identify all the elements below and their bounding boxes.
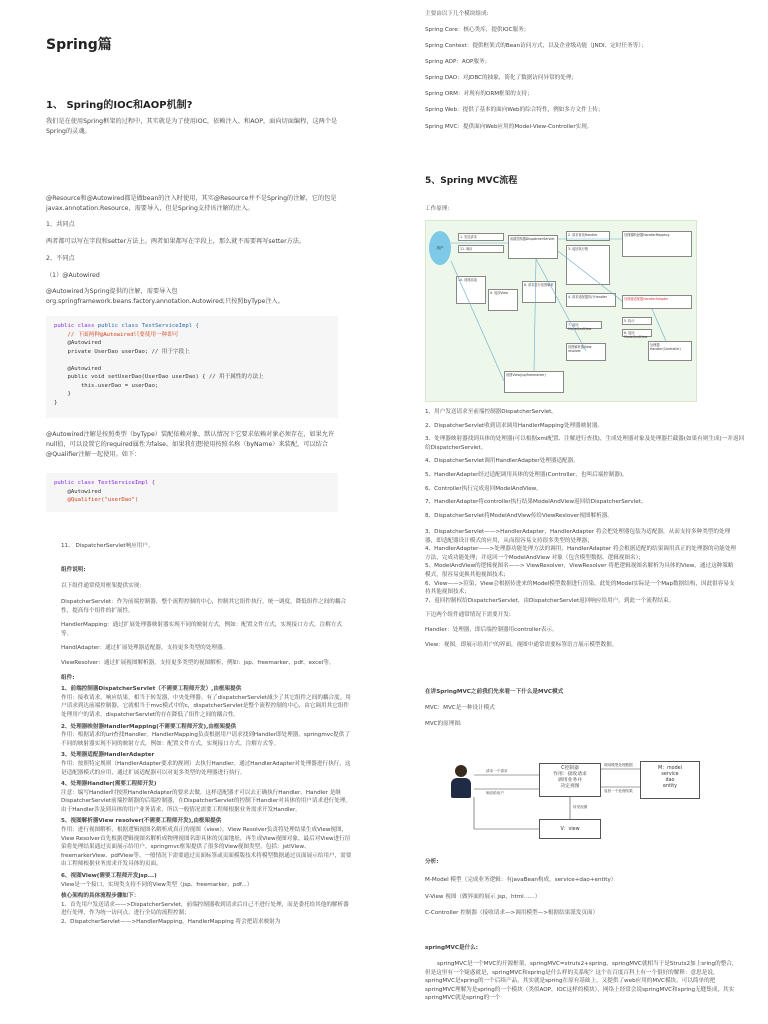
view-box: 视图View(jsp/freemarker): [504, 371, 564, 393]
flow-para: 4、HandlerAdapter——>处理器功能处理方法的调用，HandlerAdapter 将会根据适配的结果调用真正的处理器的功能处理方法，完成功能处理；并返回一个ModelAndView 对象（包含模型数据、逻辑视图名）；: [425, 546, 737, 561]
section-1-para: 我们是在使用Spring框架的过程中，其实就是为了使用IOC，依赖注入，和AOP，面向切面编程，这两个是Spring的灵魂。: [46, 118, 338, 135]
dev-item: Handler：处理器，即后端控制器用controller表示。: [425, 626, 558, 633]
page-3: [0, 512, 384, 1024]
diff-heading: 2、不同点: [46, 255, 75, 262]
flow-step-label: 1. 发送请求: [458, 233, 504, 241]
step-11: 11、 DispatcherServlet响应用户。: [61, 543, 154, 549]
module-item: Spring MVC：提供面向Web应用的Model-View-Controller实现。: [425, 123, 593, 130]
code1-line-6: public void setUserDao(UserDao userDao) { // 用于属性的方法上: [54, 374, 264, 380]
analysis-item: C-Controller 控制器（接收请求—>调用模型—>根据结果派发页面）: [425, 910, 599, 917]
core-heading: 核心架构的具体流程步骤如下：: [61, 893, 140, 900]
flow-step-label: 4. 请求适配器执行Handler: [566, 293, 616, 307]
flow-step-label: 10. 视图渲染: [456, 276, 486, 304]
page-4: [384, 512, 768, 1024]
item-heading: 2、处理器映射器HandlerMapping(不需要工程师开发),由框架提供: [61, 723, 237, 730]
page-2: [384, 0, 768, 519]
step-item: 4、DispatcherServlet调用HandlerAdapter处理器适配器。: [425, 458, 579, 465]
mvc-arrows: [444, 737, 704, 842]
item-heading: 1、前端控制器DispatcherServlet（不需要工程师开发）,由框架提供: [61, 686, 242, 693]
flow-step-label: 6. 返回ModelAndView: [622, 329, 652, 337]
code1-line-2: @Autowired: [54, 340, 102, 346]
analysis-list: [425, 876, 739, 918]
section-5-heading: 5、Spring MVC流程: [425, 176, 518, 186]
component-para: DispatcherServlet：作为前端控制器，整个流程控制的中心，控制其它组件执行，统一调度，降低组件之间的耦合性，提高每个组件的扩展性。: [61, 599, 347, 614]
flow-arrows: [426, 221, 696, 401]
components-heading-2: 组件:: [61, 674, 75, 681]
mvc-flow-diagram: [425, 220, 697, 402]
code1-line-5: @Autowired: [54, 365, 102, 372]
analysis-item: M-Model 模型（完成业务逻辑：有javaBean构成，service+dao+entity）: [425, 877, 617, 883]
mvc-label: 返回一个处理结果: [604, 789, 633, 793]
item-text: 作用：按照特定规则（HandlerAdapter要求的规则）去执行Handler。通过HandlerAdapter对处理器进行执行，这是适配器模式的应用，通过扩展适配器可以对更多类型的处理器进行执行。: [61, 760, 351, 776]
mvc-label: 响应给用户: [486, 791, 504, 795]
dev-item: View：视图，即展示给用户的界面，视图中通常需要标签语言展示模型数据。: [425, 641, 618, 648]
view-resolver-box: 视图解析器View resolver: [566, 343, 606, 361]
step-item: 6、Controller执行完成返回ModelAndView。: [425, 485, 542, 492]
flow-para: 6、View——>渲染，View会根据传进来的Model模型数据进行渲染，此处的Model实际是一个Map数据结构，因此很容易支持其他视图技术；: [425, 580, 735, 596]
item-heading: 6、视图View(需要工程师开发jsp...): [61, 873, 157, 880]
page-title: Spring篇: [46, 37, 112, 53]
flow-para: 3、DispatcherServlet——>HandlerAdapter，HandlerAdapter 将会把处理器包装为适配器，从而支持多种类型的处理器，即适配器设计模式的应用，从而很容易支持很多类型的处理器；: [425, 529, 731, 544]
mvc-label: 请求一个请求: [486, 769, 508, 773]
code2-line-1: @Autowired: [54, 488, 102, 495]
step-item: 3、处理器映射器找到具体的处理器(可以根据xml配置、注解进行查找)，生成处理器对象及处理器拦截器(如果有则生成)一并返回给DispatcherServlet。: [425, 436, 745, 451]
module-item: Spring Context：提供框架式的Bean访问方式，以及企业级功能（JNDI、定时任务等）；: [425, 43, 647, 50]
flow-label: 工作原理:: [425, 206, 450, 212]
flow-step-label: 8. 请求进行视图解析: [522, 281, 556, 303]
resource-para: @Resource和@Autowired都是做bean的注入时使用，其实@Resource并不是Spring的注解，它的包是javax.annotation.Resource，需要导入，但是Spring支持该注解的注入。: [46, 195, 337, 212]
flow-para: 5、ModelAndView的逻辑视图名——> ViewResolver，ViewResolver 将把逻辑视图名解析为具体的View，通过这种策略模式，很容易更换其他视图技术；: [425, 563, 734, 578]
code-block-1: public class public class TestServiceImpl { // 下面两种@Autowired只要使用一种即可 @Autowired private UserDao userDao; // 用于字段上 @Autowired public void setUserDao(UserDao userDao) { // 用于属性的方法上 this.userDao = userDao; } }: [46, 316, 338, 418]
same-heading: 1、共同点: [46, 221, 75, 228]
item-heading: 5、视图解析器View resolver(不需要工程师开发),由框架提供: [61, 818, 222, 825]
item-text: 注意：编写Handler时按照HandlerAdapter的要求去做，这样适配器才可以去正确执行Handler。Handler 是继DispatcherServlet前端控制器的后端控制器，在DispatcherServlet的控制下Handler对具体的用户请求进行处理。由于Handler涉及到具体的用户业务请求，所以一般情况需要工程师根据业务需求开发Handler。: [61, 789, 352, 813]
step-item: 8、DispatcherServlet将ModelAndView传给ViewReslover视图解析器。: [425, 512, 613, 519]
step-item: 5、HandlerAdapter经过适配调用具体的处理器(Controller，也叫后端控制器)。: [425, 471, 628, 478]
mvc-diagram: [444, 737, 704, 842]
mvc-definition: MVC：MVC是一种设计模式: [425, 705, 495, 711]
mvc-principle: MVC的原理图:: [425, 721, 462, 727]
flow-step-label: 5. 执行: [622, 317, 652, 325]
code1-line-3: private UserDao userDao; // 用于字段上: [54, 348, 190, 355]
item-text: 作用：根据请求的url查找Handler。HandlerMapping负责根据用户请求找到Handler即处理器，springmvc提供了不同的映射器实现不同的映射方式，例如：配置文件方式，实现接口方式，注解方式等。: [61, 732, 350, 747]
model-box: M：model service dao entity: [640, 761, 700, 799]
module-item: Spring Core：核心类库，提供IOC服务；: [425, 27, 530, 33]
code2-line-0: public class TestServiceImpl {: [54, 480, 156, 486]
code1-line-9: }: [54, 399, 58, 406]
code1-line-0: public class TestServiceImpl {: [97, 323, 199, 329]
analysis-item: V-View 视图（做界面的展示 jsp，html……）: [425, 893, 541, 900]
what-heading: springMVC是什么:: [425, 945, 479, 951]
code-block-2: [46, 473, 338, 512]
mvc-label: 调用模型处理数据: [604, 763, 633, 767]
dev-intro: 下边两个组件通常情况下需要开发:: [425, 612, 511, 619]
module-item: Spring DAO：对JDBC的抽象，简化了数据访问异常的处理；: [425, 75, 578, 82]
step-item: 2、DispatcherServlet收到请求调用HandlerMapping处理器映射器。: [425, 422, 604, 429]
step-item: 1、用户发送请求至前端控制器DispatcherServlet。: [425, 409, 557, 415]
code1-line-7: this.userDao = userDao;: [54, 382, 159, 389]
component-para: ViewResolver：通过扩展视图解析器，支持更多类型的视图解析，例如：jsp、freemarker、pdf、excel等。: [61, 659, 335, 666]
diff-item: （1）@Autowired: [46, 272, 100, 279]
item-text: 作用：接收请求，响应结果，相当于转发器，中央处理器。有了dispatcherServlet减少了其它组件之间的耦合度。用户请求到达前端控制器，它就相当于mvc模式中的c，dispatcherServlet是整个流程控制的中心，由它调用其它组件处理用户的请求，dispatcherServlet的存在降低了组件之间的耦合性。: [61, 694, 351, 718]
core-step: 1、首先用户发送请求——>DispatcherServlet，前端控制器收到请求后自己不进行处理，而是委托给其他的解析器进行处理，作为统一访问点，进行全局的流程控制；: [61, 901, 349, 917]
flow-step-label: 7. 返回ModelAndView: [566, 321, 602, 329]
flow-step-label: 2. 请求查找Handler: [566, 231, 610, 241]
handler-box: 处理器Handler(Controller): [648, 341, 692, 361]
code2-line-2: @Qualifier("userDao"): [54, 497, 139, 503]
item-text: 作用：进行视图解析，根据逻辑视图名解析成真正的视图（view）。View Resolver负责将处理结果生成View视图，View Resolver首先根据逻辑视图名解析成物理视图名即具体的页面地址，再生成View视图对象，最后对View进行渲染将处理结果通过页面展示给用户。springmvc框架提供了很多的View视图类型，包括：jstlView、freemarkerView、pdfView等。一般情况下需要通过页面标签或页面模版技术将模型数据通过页面展示给用户，需要由工程师根据业务需求开发具体的页面。: [61, 827, 352, 868]
user-node: 用户: [429, 231, 451, 265]
module-item: Spring ORM：对现有的ORM框架的支持；: [425, 91, 533, 98]
code1-line-1: // 下面两种@Autowired只要使用一种即可: [54, 331, 179, 338]
flow-step-label: 3. 返回执行链: [566, 245, 610, 285]
components-list: [61, 598, 353, 927]
item-text: View是一个接口，实现类支持不同的View类型（jsp、freemarker、pdf...）: [61, 881, 253, 888]
flow-para: 7、返回控制权给DispatcherServlet，由DispatcherServlet返回响应给用户，到此一个流程结束。: [425, 597, 675, 604]
flow-step-label: 9. 返回View: [488, 289, 518, 311]
what-para: springMVC是一个MVC的开源框架，springMVC=struts2+spring，springMVC就相当于是Struts2加上sring的整合，但是这里有一个疑惑就是，springMVC和spring是什么样的关系呢？这个在百度百科上有一个很好的解释：意思是说，springMVC是spring的一个后续产品，其实就是spring在原有基础上，又提供了web应用的MVC模块，可以简单的把springMVC理解为是spring的一个模块（类似AOP，IOC这样的模块），网络上经常会说springMVC和spring无缝集成，其实springMVC就是spring的一个: [425, 961, 738, 1002]
item-heading: 4、处理器Handler(需要工程师开发): [61, 781, 157, 788]
handler-mapping-box: 处理器映射器HandlerMapping: [622, 231, 692, 257]
module-item: Spring Web：提供了基本的面向Web的综合特性，例如多方文件上传；: [425, 107, 604, 114]
flow-step-label: 11. 响应: [458, 245, 504, 253]
autowired-para-2: @Autowired注解是按照类型（byType）装配依赖对象，默认情况下它要求依赖对象必须存在，如果允许null值，可以设置它的required属性为false。如果我们想使用按照名称（byName）来装配，可以结合@Qualifier注解一起使用。如下：: [46, 431, 335, 458]
core-step: 2、DispatcherServlet——>HandlerMapping，HandlerMapping 将会把请求映射为: [61, 919, 281, 925]
component-para: HandlAdapter：通过扩展处理器适配器，支持更多类型的处理器。: [61, 645, 229, 652]
code1-line-8: }: [54, 391, 71, 397]
mvc-label: 转发视图: [573, 805, 588, 809]
handler-adapter-box: 处理器适配器HandlerAdapter: [622, 295, 692, 309]
autowired-para: @Autowired为Spring提供的注解，需要导入包org.springframework.beans.factory.annotation.Autowired;只按照byType注入。: [46, 288, 284, 305]
mvc-heading: 在讲SpringMVC之前我们先来看一下什么是MVC模式: [425, 689, 564, 695]
step-item: 7、HandlerAdapter将controller执行结果ModelAndView返回给DispatcherServlet。: [425, 499, 647, 506]
controller-box: C控制器 作用：接收请求 调用业务并 决定视图: [539, 763, 601, 797]
module-item: Spring AOP：AOP服务；: [425, 59, 491, 66]
modules-intro: 主要由以下几个模块组成:: [425, 11, 489, 17]
analysis-heading: 分析:: [425, 859, 439, 865]
item-heading: 3、处理器适配器HandlerAdapter: [61, 752, 155, 759]
component-para: HandlerMapping：通过扩展处理器映射器实现不同的映射方式，例如：配置文件方式，实现接口方式，注解方式等。: [61, 622, 342, 637]
page-1: [0, 0, 384, 512]
view-box: V：view: [539, 819, 601, 839]
section-1-heading: 1、 Spring的IOC和AOP机制?: [46, 100, 193, 111]
same-text: 两者都可以写在字段和setter方法上。两者如果都写在字段上，那么就不需要再写setter方法。: [46, 238, 306, 245]
modules-list: [425, 26, 745, 139]
dispatcher-servlet-box: 前端控制器DispatcherServlet: [508, 235, 558, 259]
components-heading: 组件说明:: [61, 567, 86, 573]
components-intro: 以下组件通常使用框架提供实现:: [61, 583, 142, 589]
code1-line-4: [54, 356, 330, 365]
steps-list: [425, 408, 745, 525]
flow-paras: [425, 528, 739, 649]
